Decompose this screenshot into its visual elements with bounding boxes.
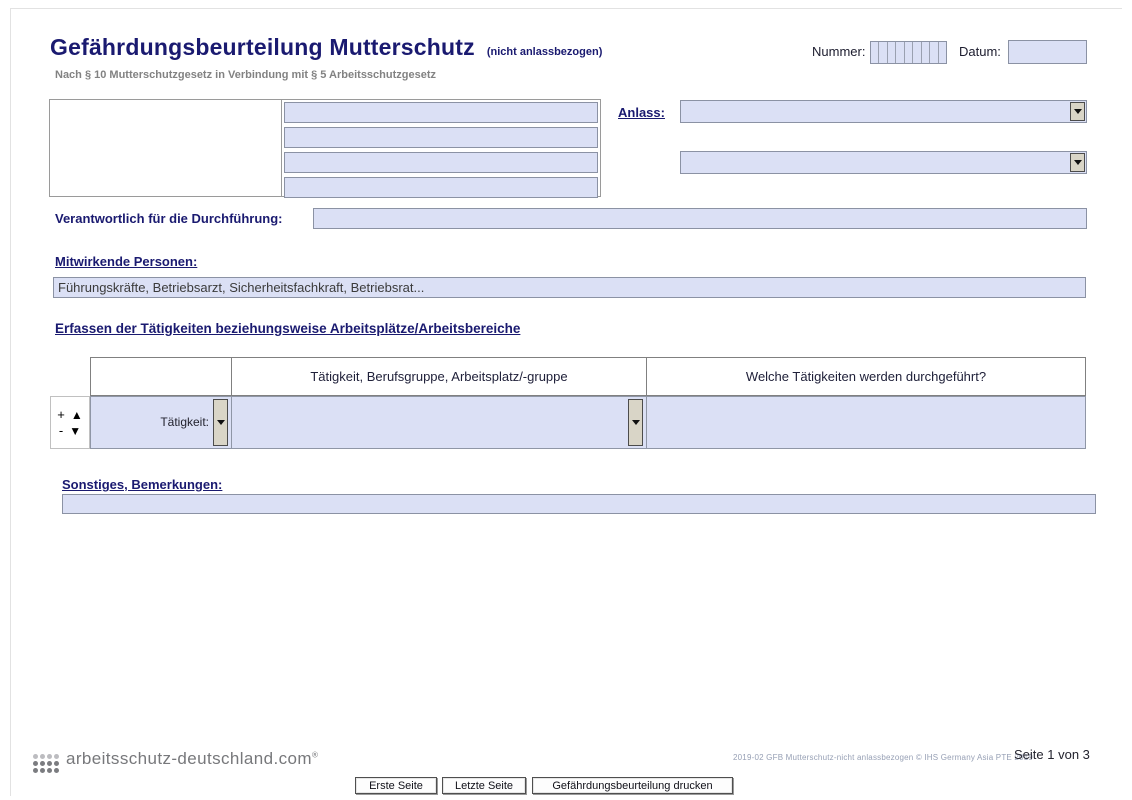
company-field-2[interactable] [284,127,598,148]
page-border-left [10,8,11,796]
company-field-4[interactable] [284,177,598,198]
activities-heading: Erfassen der Tätigkeiten beziehungsweise Arbeitsplätze/Arbeitsbereiche [55,321,521,336]
misc-heading: Sonstiges, Bemerkungen: [62,477,223,492]
company-field-1[interactable] [284,102,598,123]
responsible-label: Verantwortlich für die Durchführung: [55,211,283,226]
page-border-top [10,8,1122,9]
table-header-activity: Tätigkeit, Berufsgruppe, Arbeitsplatz/-gruppe [231,357,647,396]
company-box-divider [281,99,282,197]
first-page-button[interactable]: Erste Seite [355,777,437,794]
page-title-row [50,34,602,61]
activity-select[interactable] [231,396,647,449]
anlass-label: Anlass: [618,105,665,120]
participants-input[interactable] [53,277,1086,298]
nummer-comb-input[interactable] [870,41,947,64]
which-activities-textarea[interactable] [646,396,1086,449]
chevron-down-icon[interactable] [1070,153,1085,172]
brand-logo [33,749,318,773]
dot-grid-icon [33,754,59,773]
chevron-down-icon[interactable] [628,399,643,446]
page-title: Gefährdungsbeurteilung Mutterschutz [50,34,475,60]
add-row-button[interactable] [57,408,82,421]
anlass-select-2[interactable] [680,151,1087,174]
chevron-down-icon[interactable] [213,399,228,446]
participants-heading: Mitwirkende Personen: [55,254,198,269]
anlass-select-1[interactable] [680,100,1087,123]
remove-row-button[interactable] [59,424,81,437]
last-page-button[interactable]: Letzte Seite [442,777,526,794]
arrow-up-icon: ▲ [70,407,83,422]
minus-icon: - [58,423,64,438]
nummer-label: Nummer: [812,44,866,59]
taetigkeit-label: Tätigkeit: [160,415,209,429]
datum-label: Datum: [959,44,1001,59]
company-field-3[interactable] [284,152,598,173]
datum-input[interactable] [1008,40,1087,64]
row-add-remove-controls[interactable] [50,396,90,449]
print-assessment-button[interactable]: Gefährdungsbeurteilung drucken [532,777,733,794]
activity-label-cell [90,396,232,449]
page-indicator: Seite 1 von 3 [1014,747,1090,762]
plus-icon: + [57,407,65,422]
table-header-which: Welche Tätigkeiten werden durchgeführt? [646,357,1086,396]
document-fine-print: 2019-02 GFB Mutterschutz-nicht anlassbezogen © IHS Germany Asia PTE 2019 [733,753,1033,762]
brand-logo-text: arbeitsschutz-deutschland.com [66,749,312,768]
misc-input[interactable] [62,494,1096,514]
registered-mark: ® [311,750,318,760]
chevron-down-icon[interactable] [1070,102,1085,121]
arrow-down-icon: ▼ [69,423,82,438]
page-subtitle: Nach § 10 Mutterschutzgesetz in Verbindung mit § 5 Arbeitsschutzgesetz [55,69,437,81]
responsible-input[interactable] [313,208,1087,229]
table-header-empty [90,357,232,396]
page-title-suffix: (nicht anlassbezogen) [486,46,603,58]
